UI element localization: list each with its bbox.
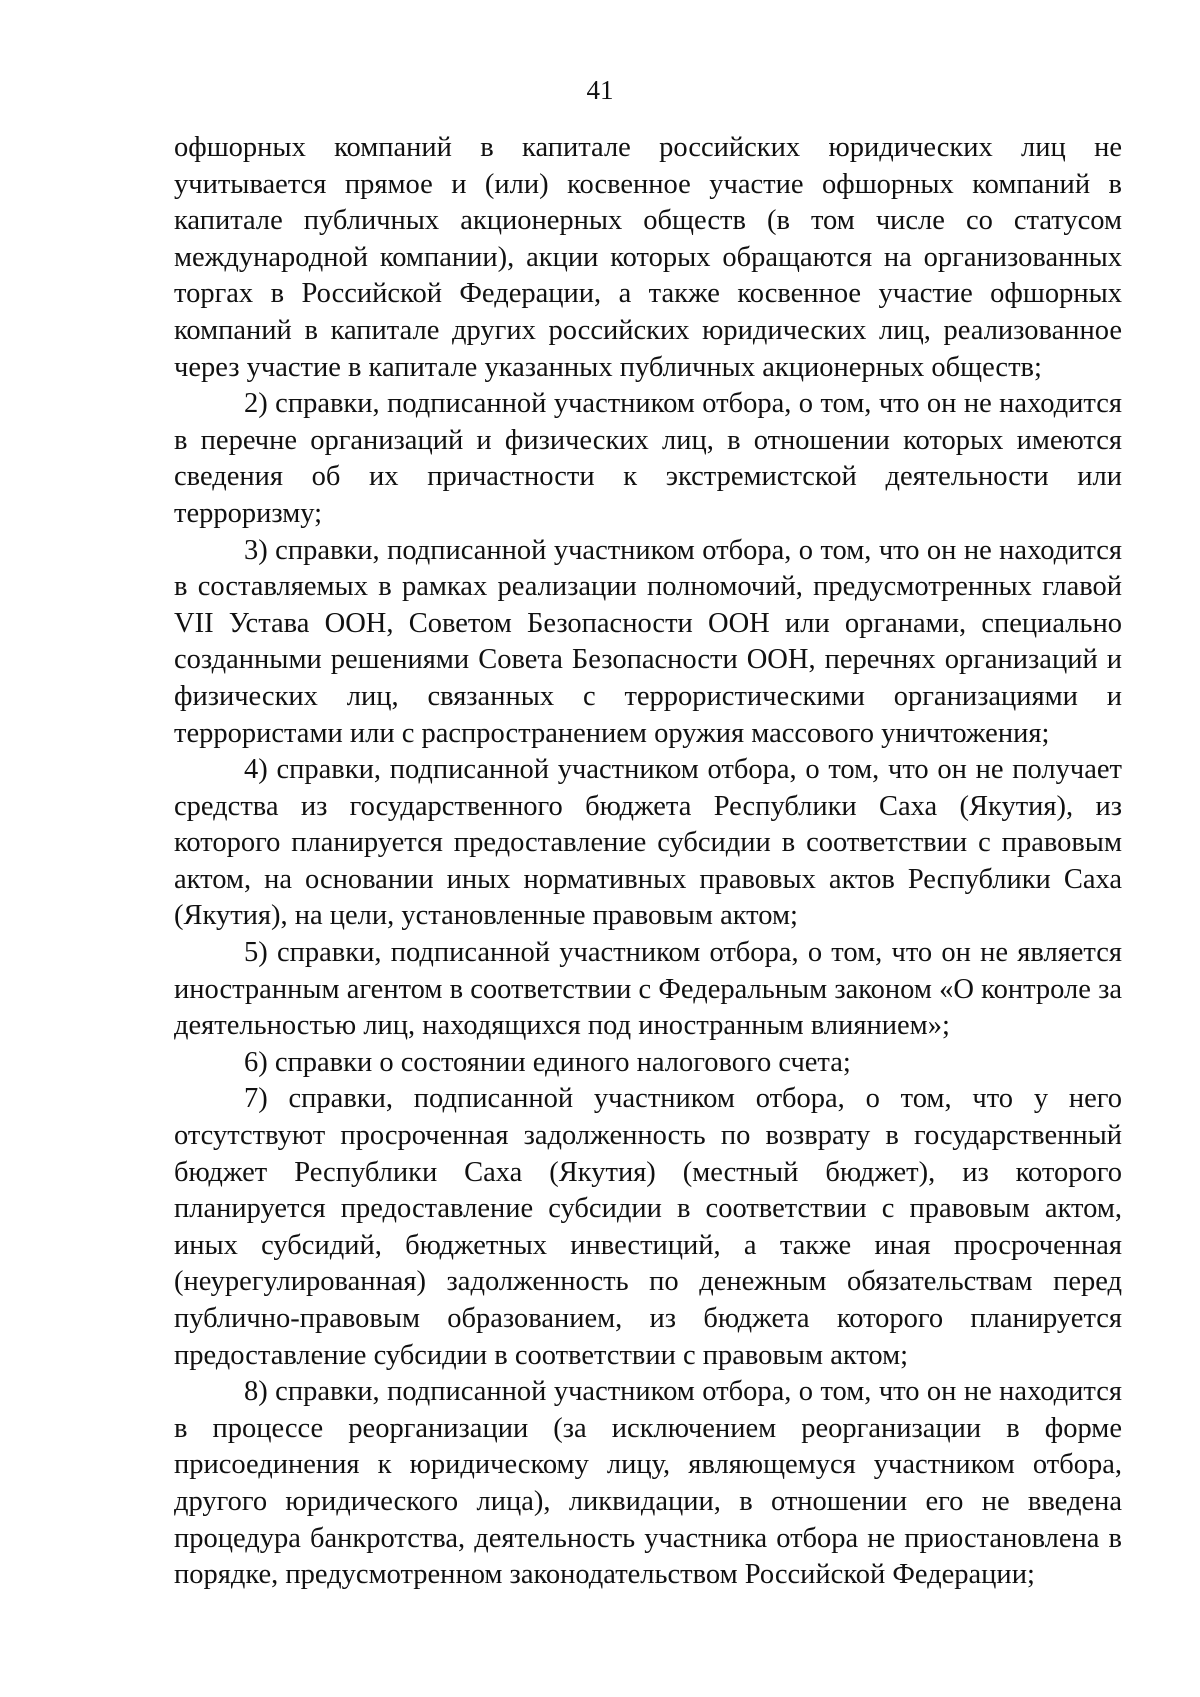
page-number: 41	[586, 75, 614, 105]
paragraph-item-2: 2) справки, подписанной участником отбора, о том, что он не находится в перечне организаций и физических лиц, в отношении которых имеются сведения об их причастности к экстремистской деятельности или терроризму;	[174, 388, 1122, 529]
paragraph-offshore-participation: офшорных компаний в капитале российских юридических лиц не учитывается прямое и (или) косвенное участие офшорных компаний в капитале публичных акционерных обществ (в том числе со статусом международной компании), акции которых обращаются на организованных торгах в Российской Федерации, а также косвенное участие офшорных компаний в капитале других российских юридических лиц, реализованное через участие в капитале указанных публичных акционерных обществ;	[174, 132, 1122, 383]
paragraph-item-3: 3) справки, подписанной участником отбора, о том, что он не находится в составляемых в рамках реализации полномочий, предусмотренных главой VII Устава ООН, Советом Безопасности ООН или органами, специально созданными решениями Совета Безопасности ООН, перечнях организаций и физических лиц, связанных с террористическими организациями и террористами или с распространением оружия массового уничтожения;	[174, 534, 1122, 749]
paragraph-item-4: 4) справки, подписанной участником отбора, о том, что он не получает средства из государственного бюджета Республики Саха (Якутия), из которого планируется предоставление субсидии в соответствии с правовым актом, на основании иных нормативных правовых актов Республики Саха (Якутия), на цели, установленные правовым актом;	[174, 754, 1122, 932]
paragraph-item-5: 5) справки, подписанной участником отбора, о том, что он не является иностранным агентом в соответствии с Федеральным законом «О контроле за деятельностью лиц, находящихся под иностранным влиянием»;	[174, 937, 1122, 1042]
paragraph-item-7: 7) справки, подписанной участником отбора, о том, что у него отсутствуют просроченная задолженность по возврату в государственный бюджет Республики Саха (Якутия) (местный бюджет), из которого планируется предоставление субсидии в соответствии с правовым актом, иных субсидий, бюджетных инвестиций, а также иная просроченная (неурегулированная) задолженность по денежным обязательствам перед публично-правовым образованием, из бюджета которого планируется предоставление субсидии в соответствии с правовым актом;	[174, 1083, 1122, 1371]
paragraph-item-8: 8) справки, подписанной участником отбора, о том, что он не находится в процессе реорганизации (за исключением реорганизации в форме присоединения к юридическому лицу, являющемуся участником отбора, другого юридического лица), ликвидации, в отношении его не введена процедура банкротства, деятельность участника отбора не приостановлена в порядке, предусмотренном законодательством Российской Федерации;	[174, 1376, 1122, 1591]
paragraph-item-6: 6) справки о состоянии единого налогового счета;	[244, 1046, 851, 1078]
document-body	[174, 130, 1122, 1594]
